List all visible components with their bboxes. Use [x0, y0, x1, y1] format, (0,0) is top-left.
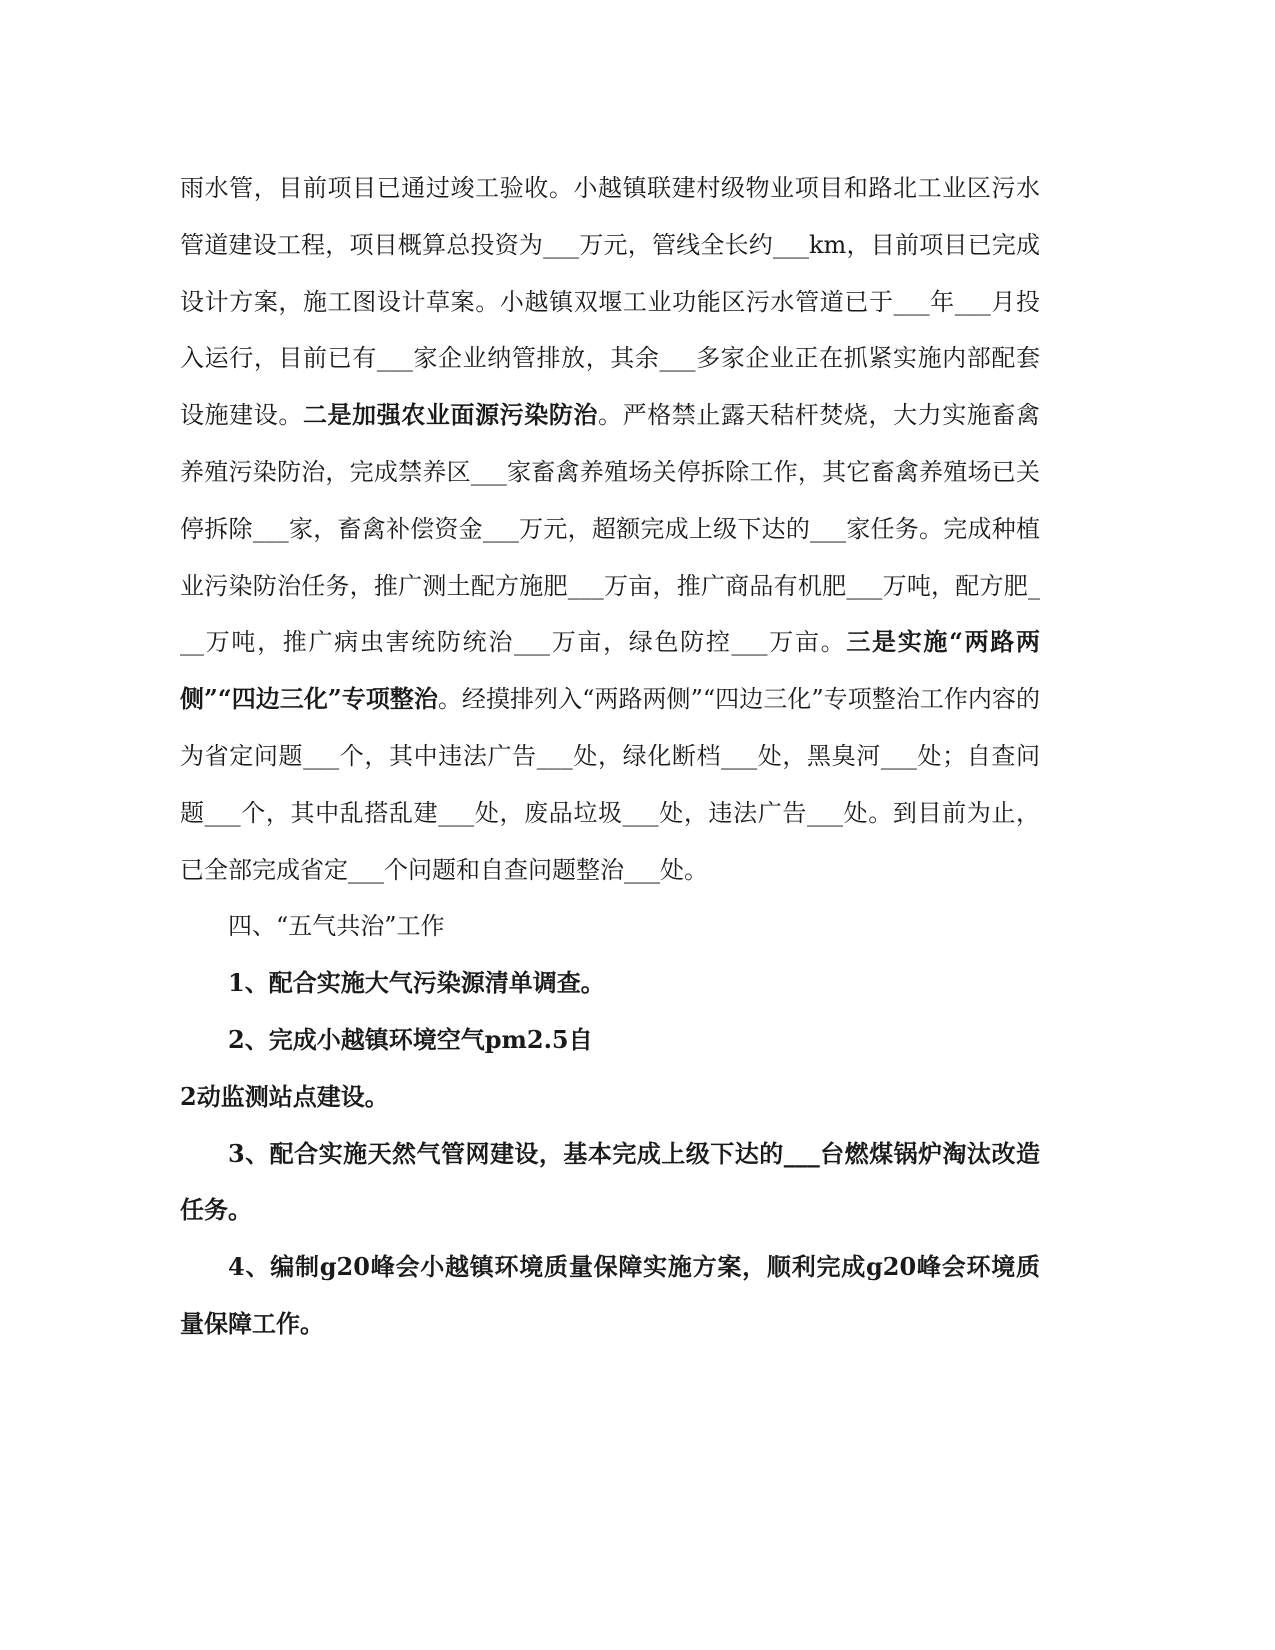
list-item-1: 1、配合实施大气污染源清单调查。 — [228, 968, 605, 998]
document-page — [180, 160, 1040, 1353]
list-item-2: 2、完成小越镇环境空气pm2.5自 — [228, 1024, 593, 1054]
list-item-3: 3、配合实施天然气管网建设，基本完成上级下达的___台燃煤锅炉淘汰改造任务。 — [180, 1138, 1040, 1225]
paragraph-text-part-3: 。经摸排列入“两路两侧”“四边三化”专项整治工作内容的为省定问题___个，其中违法广告___处，绿化断档___处，黑臭河___处；自查问题___个，其中乱搭乱建___处，废品垃圾___处，违法广告___处。到目前为止，已全部完成省定___个问题和自查问题整治___处。 — [180, 685, 1040, 884]
list-item-4: 4、编制g20峰会小越镇环境质量保障实施方案，顺利完成g20峰会环境质量保障工作。 — [180, 1252, 1040, 1338]
continuation-paragraph — [180, 160, 1040, 898]
subheading-special-rectification: 三是实施“两路两侧”“四边三化”专项整治 — [180, 627, 1041, 714]
paragraph-text-part-1: 雨水管，目前项目已通过竣工验收。小越镇联建村级物业项目和路北工业区污水管道建设工程，项目概算总投资为___万元，管线全长约___km，目前项目已完成设计方案，施工图设计草案。小越镇双堰工业功能区污水管道已于___年___月投入运行，目前已有___家企业纳管排放，其余___多家企业正在抓紧实施内部配套设施建设。 — [180, 174, 1040, 430]
list-item-2-continuation: 2动监测站点建设。 — [180, 1081, 389, 1111]
paragraph-text-part-2: 。严格禁止露天秸杆焚烧，大力实施畜禽养殖污染防治，完成禁养区___家畜禽养殖场关停拆除工作，其它畜禽养殖场已关停拆除___家，畜禽补偿资金___万元，超额完成上级下达的___家任务。完成种植业污染防治任务，推广测土配方施肥___万亩，推广商品有机肥___万吨，配方肥___万吨，推广病虫害统防统治___万亩，绿色防控___万亩。 — [180, 401, 1041, 657]
subheading-agriculture: 二是加强农业面源污染防治 — [302, 400, 599, 430]
section-heading: 四、“五气共治”工作 — [228, 912, 445, 941]
